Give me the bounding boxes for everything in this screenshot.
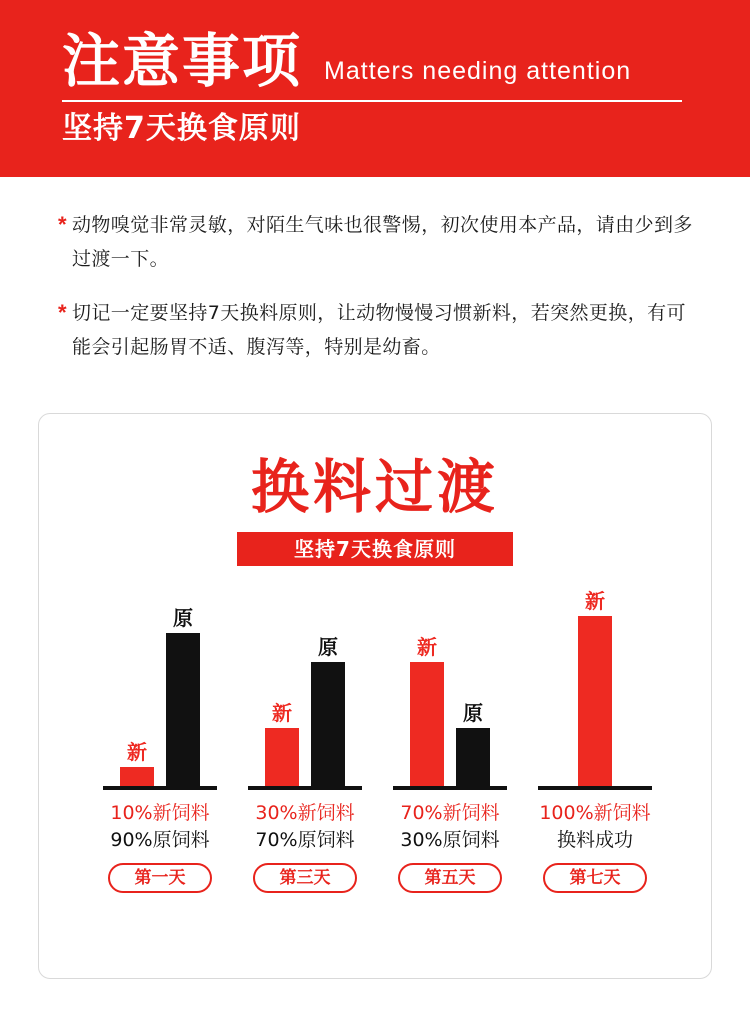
header-banner-content [62,27,710,148]
bar-day3-old-label: 原 [318,635,338,659]
bar-day1-new-label: 新 [127,740,147,764]
caption-day3-new: 30%新饲料 [255,802,355,824]
bar-group-day5-axis [393,786,507,790]
bar-group-day7-bars [530,589,660,786]
bar-day3-new-label: 新 [272,701,292,725]
bar-day1-old-rect [166,633,200,786]
bar-chart-plot [75,590,675,790]
caption-day3 [230,800,380,893]
bar-group-day7-axis [538,786,652,790]
chart-captions [75,800,675,920]
bar-group-day7 [530,590,660,790]
caption-day1-new: 10%新饲料 [110,802,210,824]
notes-list [58,208,698,384]
bar-group-day1-bars [95,596,225,786]
bar-day5-old-rect [456,728,490,786]
bar-day3-new-rect [265,728,299,786]
bar-day3-new [265,701,299,786]
page-title: 注意事项 [62,27,303,95]
bar-day7-new [578,589,612,786]
caption-day7-old: 换料成功 [556,829,633,851]
header-divider [62,100,682,102]
bar-day1-new [120,740,154,786]
bar-day5-new [410,635,444,786]
bar-day1-old [166,606,200,786]
caption-day5 [375,800,525,893]
bar-day3-old [311,635,345,786]
bar-day7-new-rect [578,616,612,786]
day-badge-day7: 第七天 [543,863,647,893]
header-banner [0,0,750,177]
caption-day1 [85,800,235,893]
bar-group-day3 [240,590,370,790]
caption-day7 [520,800,670,893]
bar-day5-old [456,701,490,786]
note-text: 动物嗅觉非常灵敏，对陌生气味也很警惕，初次使用本产品，请由少到多过渡一下。 [72,214,693,270]
bar-day1-old-label: 原 [173,606,193,630]
bar-day3-old-rect [311,662,345,786]
header-title-row [62,27,710,95]
caption-day3-old: 70%原饲料 [255,829,355,851]
day-badge-day5: 第五天 [398,863,502,893]
caption-day7-new: 100%新饲料 [539,802,651,824]
chart-title: 换料过渡 [250,453,499,521]
bar-day1-new-rect [120,767,154,786]
bar-day5-new-label: 新 [417,635,437,659]
note-item [58,208,698,276]
page-subtitle: 坚持7天换食原则 [62,111,301,146]
bar-day5-new-rect [410,662,444,786]
bar-group-day1-axis [103,786,217,790]
bar-group-day5 [385,590,515,790]
day-badge-day3: 第三天 [253,863,357,893]
page-title-english: Matters needing attention [324,57,632,85]
day-badge-day1: 第一天 [108,863,212,893]
bar-group-day5-bars [385,596,515,786]
bar-group-day3-bars [240,596,370,786]
bar-day5-old-label: 原 [463,701,483,725]
chart-subtitle-badge: 坚持7天换食原则 [237,532,513,566]
note-bullet-star: * [58,300,67,325]
bar-group-day3-axis [248,786,362,790]
note-bullet-star: * [58,212,67,237]
note-item [58,296,698,364]
caption-day1-old: 90%原饲料 [110,829,210,851]
note-text: 切记一定要坚持7天换料原则，让动物慢慢习惯新料，若突然更换，有可能会引起肠胃不适、腹泻等，特别是幼畜。 [72,302,686,358]
caption-day5-new: 70%新饲料 [400,802,500,824]
caption-day5-old: 30%原饲料 [400,829,500,851]
bar-day7-new-label: 新 [585,589,605,613]
transition-chart-card [38,413,712,979]
bar-group-day1 [95,590,225,790]
